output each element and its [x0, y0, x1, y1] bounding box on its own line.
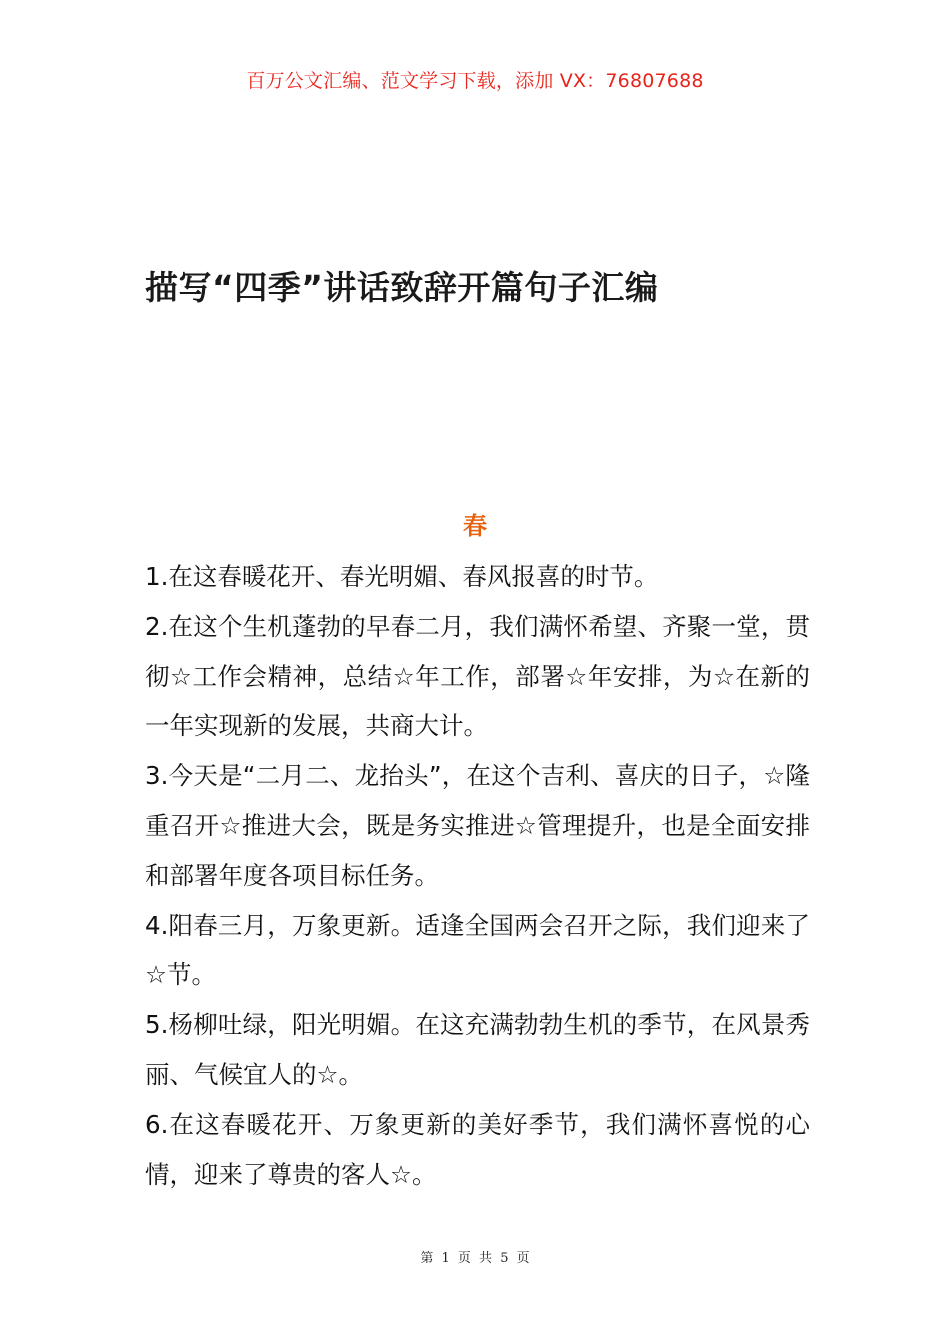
- section-heading-spring: 春: [463, 512, 487, 540]
- paragraph-5: 5.杨柳吐绿，阳光明媚。在这充满勃勃生机的季节，在风景秀丽、气候宜人的☆。: [145, 1010, 810, 1089]
- paragraph-6: 6.在这春暖花开、万象更新的美好季节，我们满怀喜悦的心情，迎来了尊贵的客人☆。: [145, 1109, 810, 1189]
- paragraph-1: 1.在这春暖花开、春光明媚、春风报喜的时节。: [145, 562, 659, 591]
- document-body: [145, 552, 810, 1199]
- page-number-footer: 第 1 页 共 5 页: [420, 1251, 530, 1266]
- header-watermark-note: 百万公文汇编、范文学习下载，添加 VX：76807688: [246, 70, 704, 92]
- paragraph-2: 2.在这个生机蓬勃的早春二月，我们满怀希望、齐聚一堂，贯彻☆工作会精神，总结☆年工作，部署☆年安排，为☆在新的一年实现新的发展，共商大计。: [145, 611, 810, 741]
- document-title: 描写“四季”讲话致辞开篇句子汇编: [145, 268, 659, 307]
- paragraph-3: 3.今天是“二月二、龙抬头”，在这个吉利、喜庆的日子，☆隆重召开☆推进大会，既是务实推进☆管理提升，也是全面安排和部署年度各项目标任务。: [145, 761, 810, 890]
- paragraph-4: 4.阳春三月，万象更新。适逢全国两会召开之际，我们迎来了☆节。: [145, 910, 810, 990]
